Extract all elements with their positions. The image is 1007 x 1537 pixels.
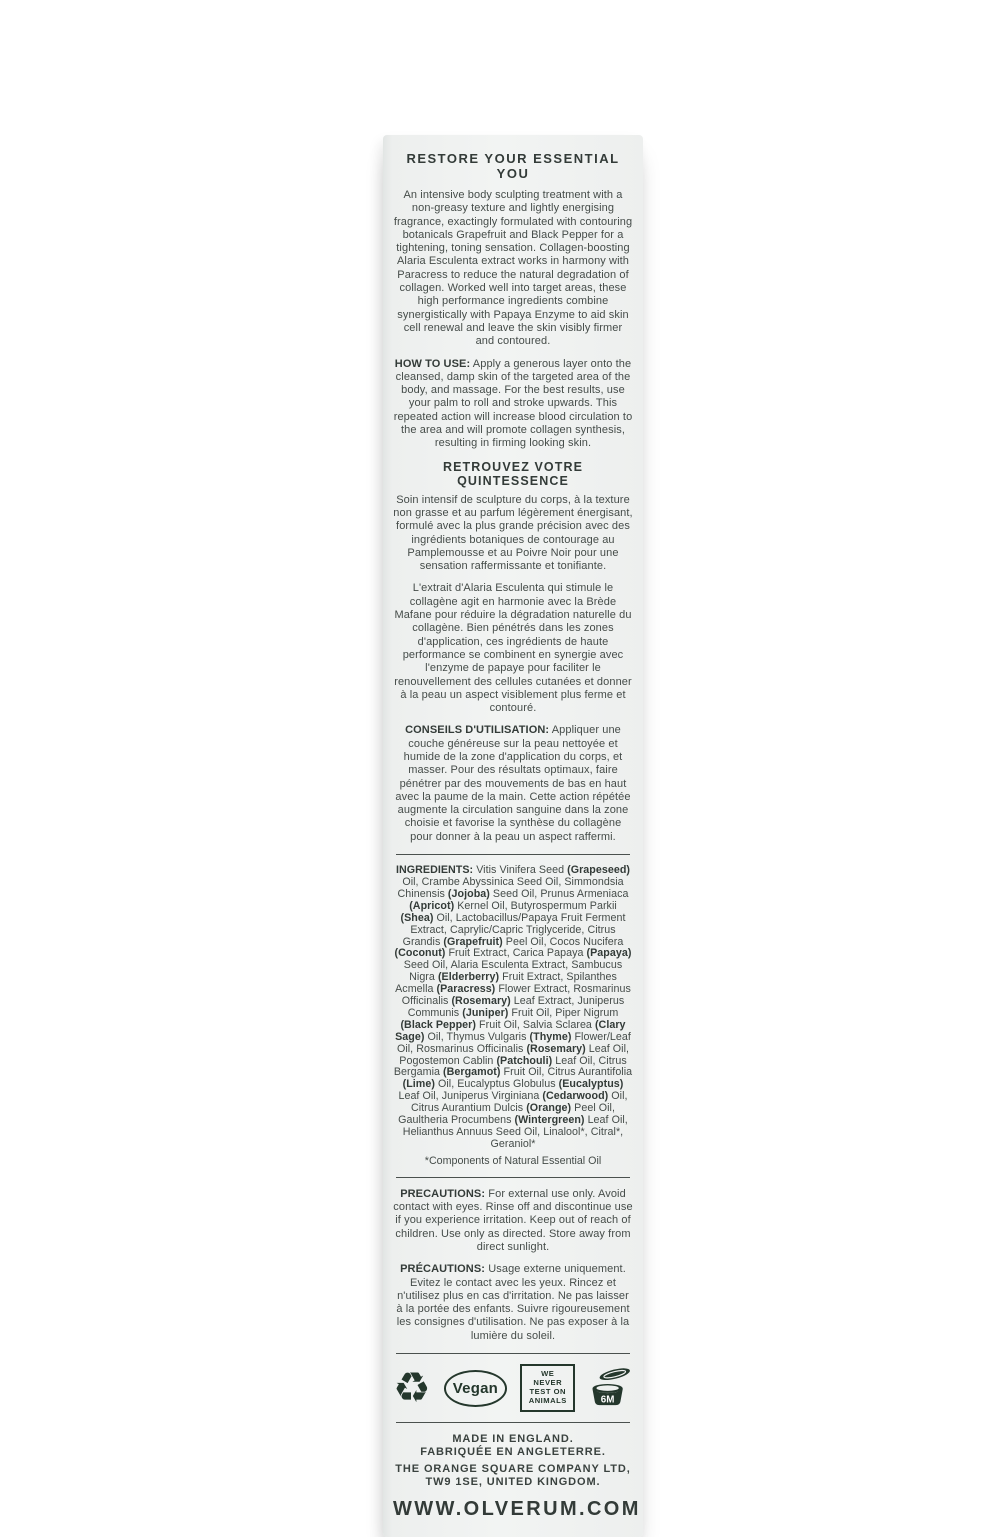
precautions-en-text: PRECAUTIONS: For external use only. Avoid contact with eyes. Rinse off and discontinue use if you experience irritation. Keep out of reach of children. Use only as directed. Store away from direct sunlight. [393,1187,633,1253]
precautions-en-label: PRECAUTIONS: [400,1187,486,1200]
retrouvez-body-2: L'extrait d'Alaria Esculenta qui stimule le collagène agit en harmonie avec la Brède Mafane pour réduire la dégradation naturelle du collagène. Bien pénétrés dans les zones d'application, ces ingrédients de haute performance se combinent en synergie avec l'enzyme de papaye pour faciliter le renouvellement des cellules cutanées et donner à la peau un aspect visiblement plus ferme et contouré. [394,582,632,715]
conseils-text: CONSEILS D'UTILISATION: Appliquer une couche généreuse sur la peau nettoyée et humide de la zone d'application du corps, et masser. Pour des résultats optimaux, faire pénétrer par des mouvements de bas en haut avec la paume de la main. Cette action répétée augmente la circulation sanguine dans la zone choisie et favorise la synthèse du collagène pour donner à la peau un aspect raffermi. [395,724,631,843]
ingredients-text: INGREDIENTS: Vitis Vinifera Seed (Grapeseed) Oil, Crambe Abyssinica Seed Oil, Simmondsia Chinensis (Jojoba) Seed Oil, Prunus Armeniaca (Apricot) Kernel Oil, Butyrospermum Parkii (Shea) Oil, Lactobacillus/Papaya Fruit Ferment Extract, Caprylic/Capric Triglyceride, Citrus Grandis (Grapefruit) Peel Oil, Cocos Nucifera (Coconut) Fruit Extract, Carica Papaya (Papaya) Seed Oil, Alaria Esculenta Extract, Sambucus Nigra (Elderberry) Fruit Extract, Spilanthes Acmella (Paracress) Flower Extract, Rosmarinus Officinalis (Rosemary) Leaf Extract, Juniperus Communis (Juniper) Fruit Oil, Piper Nigrum (Black Pepper) Fruit Oil, Salvia Sclarea (Clary Sage) Oil, Thymus Vulgaris (Thyme) Flower/Leaf Oil, Rosmarinus Officinalis (Rosemary) Leaf Oil, Pogostemon Cablin (Patchouli) Leaf Oil, Citrus Bergamia (Bergamot) Fruit Oil, Citrus Aurantifolia (Lime) Oil, Eucalyptus Globulus (Eucalyptus) Leaf Oil, Juniperus Virginiana (Cedarwood) Oil, Citrus Aurantium Dulcis (Orange) Peel Oil, Gaultheria Procumbens (Wintergreen) Leaf Oil, Helianthus Annuus Seed Oil, Linalool*, Citral*, Geraniol* [393,864,633,1150]
company-line-1: THE ORANGE SQUARE COMPANY LTD, [395,1463,631,1476]
divider [396,1353,630,1354]
heading-retrouvez: RETROUVEZ VOTRE QUINTESSENCE [442,459,584,488]
made-in-line-1: MADE IN ENGLAND. [452,1433,574,1446]
precautions-fr-text: PRÉCAUTIONS: Usage externe uniquement. Evitez le contact avec les yeux. Rincez et n'utilisez plus en cas d'irritation. Ne pas laisser à la portée des enfants. Suivre rigoureusement les consignes d'utilisation. Ne pas exposer à la lumière du soleil. [396,1263,630,1342]
cruelty-free-badge-icon: WE NEVER TEST ON ANIMALS [520,1364,575,1411]
restore-body-text: An intensive body sculpting treatment with a non-greasy texture and lightly energising fragrance, exactingly formulated with contouring botanicals Grapefruit and Black Pepper for a tightening, toning sensation. Collagen-boosting Alaria Esculenta extract works in harmony with Paracress to reduce the natural degradation of collagen. Worked well into target areas, these high performance ingredients combine synergistically with Papaya Enzyme to aid skin cell renewal and leave the skin visibly firmer and contoured. [393,189,633,348]
period-after-opening-label: 6M [601,1394,615,1406]
precautions-fr-label: PRÉCAUTIONS: [400,1263,486,1276]
ingredients-footnote: *Components of Natural Essential Oil [424,1154,602,1167]
heading-restore: RESTORE YOUR ESSENTIAL YOU [406,151,620,181]
period-after-opening-icon [588,1365,633,1411]
divider [396,1422,630,1423]
divider [396,1177,630,1178]
website-url: WWW.OLVERUM.COM [393,1498,641,1521]
company-line-2: TW9 1SE, UNITED KINGDOM. [425,1476,601,1489]
vegan-badge-icon: Vegan [444,1370,507,1407]
how-to-use-label: HOW TO USE: [394,357,471,370]
how-to-use-text: HOW TO USE: Apply a generous layer onto the cleansed, damp skin of the targeted area of the body, and massage. For the best results, use your palm to roll and stroke upwards. This repeated action will increase blood circulation to the area and will promote collagen synthesis, resulting in firming looking skin. [393,357,633,450]
conseils-label: CONSEILS D'UTILISATION: [405,724,550,737]
certification-icons-row [393,1364,633,1412]
retrouvez-body-1: Soin intensif de sculpture du corps, à la texture non grasse et au parfum légèrement énergisant, formulé avec la plus grande précision avec des ingrédients botaniques de contourage au Pamplemousse et au Poivre Noir pour une sensation raffermissante et tonifiante. [393,493,633,573]
recycle-icon: ♻ [393,1364,431,1412]
product-box-back-panel [383,135,643,1537]
panel-content [393,151,641,1521]
divider [396,854,630,855]
made-in-line-2: FABRIQUÉE EN ANGLETERRE. [420,1446,606,1459]
